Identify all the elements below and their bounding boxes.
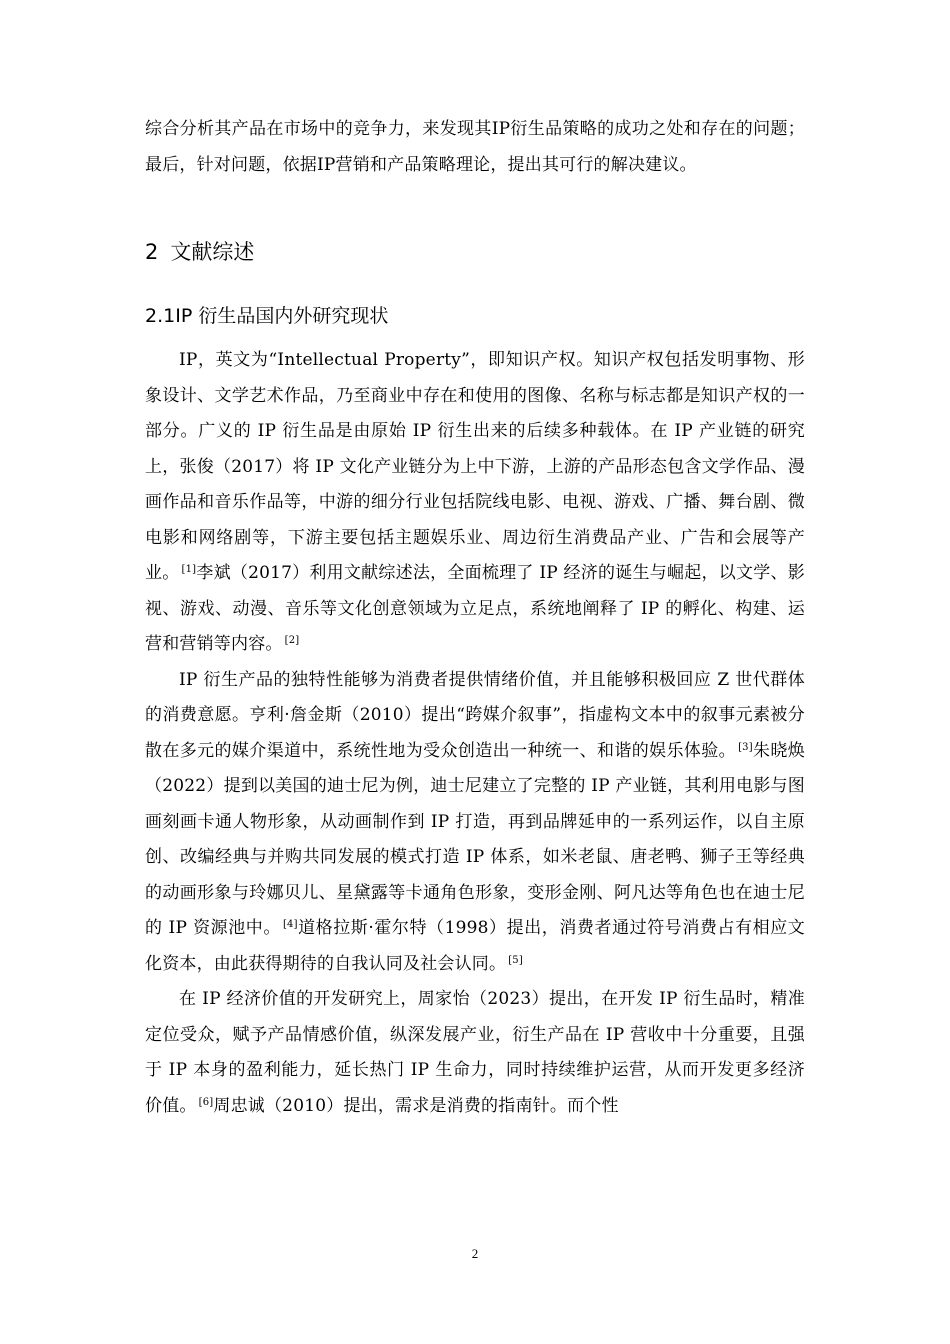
body-text (145, 343, 805, 1124)
paragraph-text: 朱晓焕（2022）提到以美国的迪士尼为例，迪士尼建立了完整的 IP 产业链，其利用电影与图画刻画卡通人物形象，从动画制作到 IP 打造，再到品牌延申的一系列运作，以自主原创、改编经典与并购共同发展的模式打造 IP 体系，如米老鼠、唐老鸭、狮子王等经典的动画形象与玲娜贝儿、星黛露等卡通角色形象，变形金刚、阿凡达等角色也在迪士尼的 IP 资源池中。 (145, 740, 805, 938)
paragraph-text: IP 衍生产品的独特性能够为消费者提供情绪价值，并且能够积极回应 Z 世代群体的消费意愿。亨利·詹金斯（2010）提出“跨媒介叙事”，指虚构文本中的叙事元素被分散在多元的媒介渠道中，系统性地为受众创造出一种统一、和谐的娱乐体验。 (145, 669, 805, 761)
paragraph (145, 663, 805, 983)
citation-reference: [1] (181, 564, 197, 575)
paragraph-text: IP，英文为“Intellectual Property”，即知识产权。知识产权包括发明事物、形象设计、文学艺术作品，乃至商业中存在和使用的图像、名称与标志都是知识产权的一部分。广义的 IP 衍生品是由原始 IP 衍生出来的后续多种载体。在 IP 产业链的研究上，张俊（2017）将 IP 文化产业链分为上中下游，上游的产品形态包含文学作品、漫画作品和音乐作品等，中游的细分行业包括院线电影、电视、游戏、广播、舞台剧、微电影和网络剧等，下游主要包括主题娱乐业、周边衍生消费品产业、广告和会展等产业。 (145, 350, 805, 583)
continuation-paragraph-block (145, 112, 805, 183)
paragraph-text: 在 IP 经济价值的开发研究上，周家怡（2023）提出，在开发 IP 衍生品时，精准定位受众，赋予产品情感价值，纵深发展产业，衍生产品在 IP 营收中十分重要，且强于 IP 本身的盈利能力，延长热门 IP 生命力，同时持续维护运营，从而开发更多经济价值。 (145, 989, 805, 1116)
section-title: 文献综述 (170, 240, 255, 264)
citation-reference: [2] (284, 635, 300, 646)
paragraph-text: 道格拉斯·霍尔特（1998）提出，消费者通过符号消费占有相应文化资本，由此获得期待的自我认同及社会认同。 (145, 918, 805, 974)
section-number: 2 (145, 240, 159, 264)
citation-reference: [4] (282, 919, 298, 930)
paragraph-text: 周忠诚（2010）提出，需求是消费的指南针。而个性 (213, 1095, 619, 1116)
paragraph (145, 982, 805, 1124)
citation-reference: [3] (738, 741, 753, 753)
subsection-heading: 2.1IP 衍生品国内外研究现状 (145, 305, 389, 327)
citation-reference: [6] (198, 1096, 214, 1108)
paragraph-text: 李斌（2017）利用文献综述法，全面梳理了 IP 经济的诞生与崛起，以文学、影视、游戏、动漫、音乐等文化创意领域为立足点，系统地阐释了 IP 的孵化、构建、运营和营销等内容。 (145, 563, 805, 654)
paragraph (145, 343, 805, 663)
citation-reference: [5] (508, 954, 523, 966)
continuation-paragraph: 综合分析其产品在市场中的竞争力，来发现其IP衍生品策略的成功之处和存在的问题；最后，针对问题，依据IP营销和产品策略理论，提出其可行的解决建议。 (145, 119, 805, 175)
page-number: 2 (471, 1246, 479, 1261)
section-heading (145, 236, 254, 266)
